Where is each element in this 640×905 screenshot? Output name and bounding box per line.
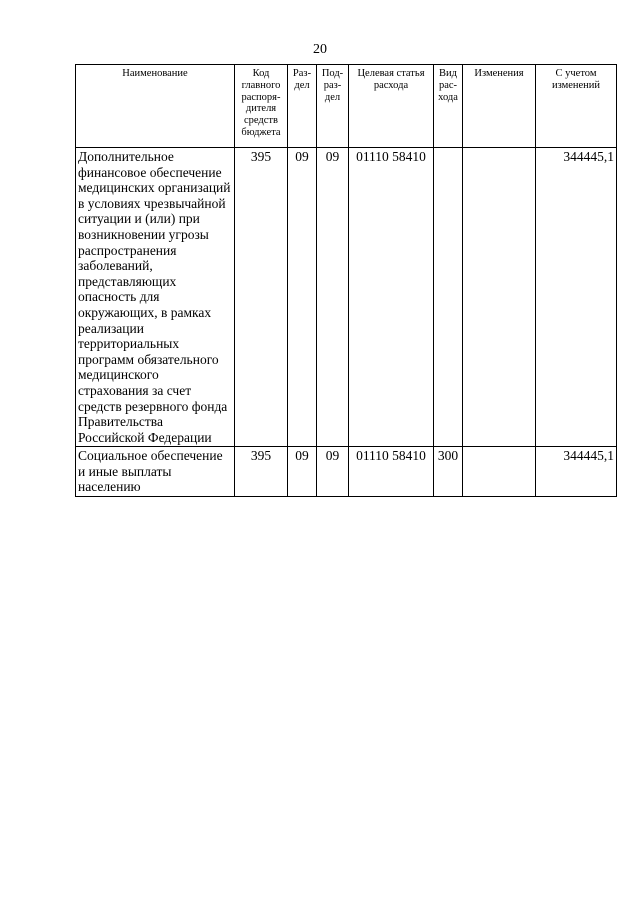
- cell-subsection: 09: [317, 447, 349, 497]
- table-row: [76, 447, 617, 497]
- header-name: Наименование: [76, 65, 235, 148]
- cell-name: Дополнительное финансовое обеспечение медицинских организаций в условиях чрезвычайной ситуации и (или) при возникновении угрозы распространения заболеваний, представляющих опасность для окружающих, в рамках реализации территориальных программ обязательного медицинского страхования за счет средств резервного фонда Правительства Российской Федерации: [76, 148, 235, 447]
- cell-target: 01110 58410: [349, 447, 434, 497]
- header-subsection: Под-раз-дел: [317, 65, 349, 148]
- header-kind: Вид рас-хода: [434, 65, 463, 148]
- budget-table: [75, 64, 617, 497]
- cell-code: 395: [235, 447, 288, 497]
- page-number: 20: [313, 42, 327, 57]
- table-header-row: [76, 65, 617, 148]
- cell-kind: [434, 148, 463, 447]
- header-target: Целевая статья расхода: [349, 65, 434, 148]
- header-section: Раз-дел: [288, 65, 317, 148]
- cell-changes: [463, 148, 536, 447]
- cell-changes: [463, 447, 536, 497]
- cell-name: Социальное обеспечение и иные выплаты населению: [76, 447, 235, 497]
- cell-kind: 300: [434, 447, 463, 497]
- header-code: Код главного распоря-дителя средств бюджета: [235, 65, 288, 148]
- cell-total: 344445,1: [536, 447, 617, 497]
- table-row: [76, 148, 617, 447]
- header-changes: Изменения: [463, 65, 536, 148]
- cell-target: 01110 58410: [349, 148, 434, 447]
- cell-subsection: 09: [317, 148, 349, 447]
- cell-section: 09: [288, 148, 317, 447]
- cell-total: 344445,1: [536, 148, 617, 447]
- cell-section: 09: [288, 447, 317, 497]
- header-total: С учетом изменений: [536, 65, 617, 148]
- cell-code: 395: [235, 148, 288, 447]
